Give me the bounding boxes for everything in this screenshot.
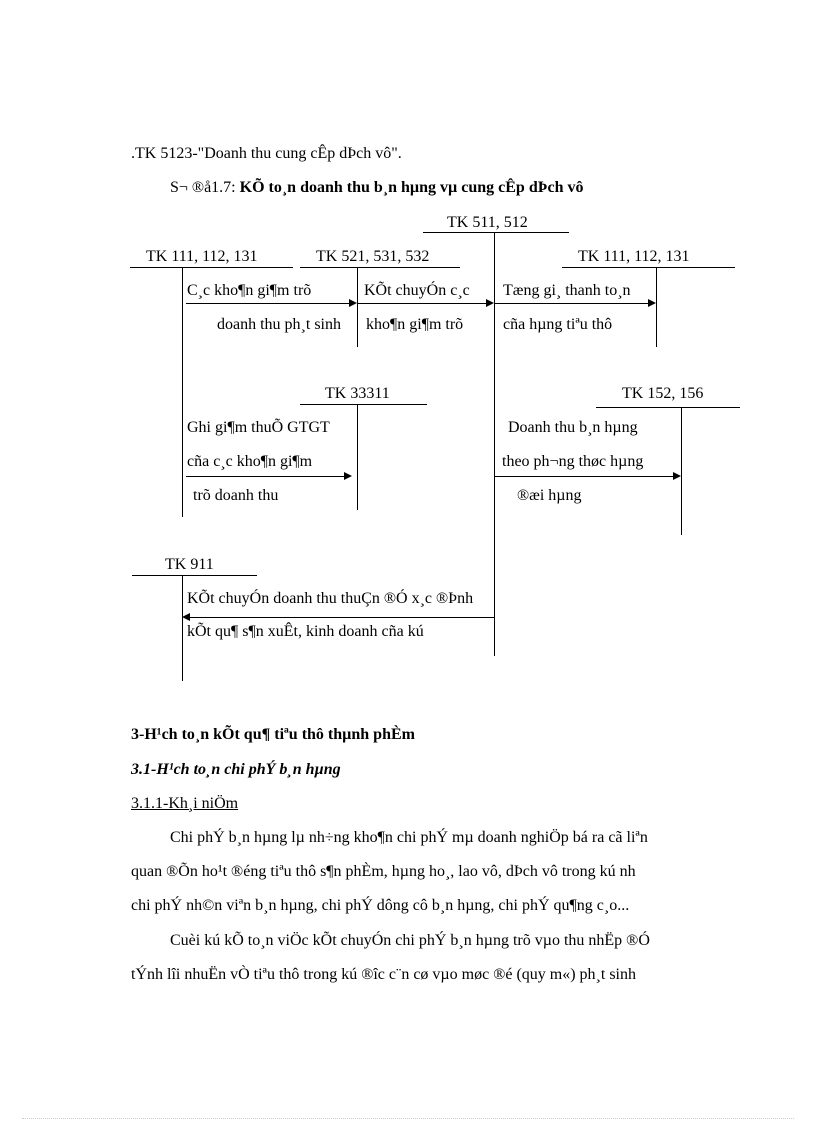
account-line-tk911 [132,575,257,576]
flow1-line [186,303,349,304]
account-line-tk111-left [130,267,293,268]
account-line-tk152 [596,407,740,408]
flow5-text-line2: theo ph¬ng thøc hµng [502,453,644,470]
account-label-tk111-right: TK 111, 112, 131 [578,248,690,265]
flow4-text-line2: cña c¸c kho¶n gi¶m [187,453,313,470]
account-line-tk33311 [300,404,427,405]
flow1-text-line1: C¸c kho¶n gi¶m trõ [187,282,312,299]
account-line-tk111-right [562,267,735,268]
account-label-tk111-left: TK 111, 112, 131 [146,248,258,265]
account-axis-tk111-left [182,267,183,517]
account-axis-tk511 [494,232,495,656]
account-axis-tk111-right [656,267,657,347]
flow5-text-line3: ®æi hµng [517,487,582,504]
flow1-text-line2: doanh thu ph¸t sinh [217,316,341,333]
account-label-tk911: TK 911 [165,556,214,573]
flow4-line [186,476,344,477]
flow2-text-line2: kho¶n gi¶m trõ [366,316,464,333]
flow3-text-line1: Tæng gi¸ thanh to¸n [503,282,631,299]
account-label-tk511: TK 511, 512 [447,214,528,231]
section-3-heading: 3-H¹ch to¸n kÕt qu¶ tiªu thô thµnh phÈm [131,726,415,743]
account-label-tk33311: TK 33311 [325,385,390,402]
flow3-line [495,303,648,304]
diagram-title [170,178,584,198]
flow4-arrowhead [344,472,352,480]
section-3-1-heading: 3.1-H¹ch to¸n chi phÝ b¸n hµng [131,761,341,778]
flow2-text-line1: KÕt chuyÓn c¸c [364,282,470,299]
flow5-line [495,476,673,477]
account-label-tk521: TK 521, 531, 532 [316,248,430,265]
flow3-text-line2: cña hµng tiªu thô [503,316,613,333]
flow6-line [190,617,494,618]
flow5-arrowhead [673,472,681,480]
account-axis-tk521 [357,267,358,347]
paragraph1-line3: chi phÝ nh©n viªn b¸n hµng, chi phÝ dông cô b¸n hµng, chi phÝ qu¶ng c¸o... [131,897,630,914]
account-axis-tk33311 [357,404,358,510]
page-bottom-border [22,1118,794,1119]
flow6-arrowhead [182,613,190,621]
account-label-tk152: TK 152, 156 [622,385,704,402]
account-axis-tk911 [182,575,183,681]
paragraph1-line1: Chi phÝ b¸n hµng lµ nh÷ng kho¶n chi phÝ mµ doanh nghiÖp bá ra cã liªn [170,829,648,846]
flow4-text-line3: trõ doanh thu [193,487,279,504]
paragraph1-line2: quan ®Õn ho¹t ®éng tiªu thô s¶n phÈm, hµng ho¸, lao vô, dÞch vô trong kú nh [131,863,636,880]
flow6-text-line2: kÕt qu¶ s¶n xuÊt, kinh doanh cña kú [187,623,424,640]
paragraph2-line2: tÝnh lîi nhuËn vÒ tiªu thô trong kú ®îc c¨n cø vµo møc ®é (quy m«) ph¸t sinh [131,966,636,983]
flow3-arrowhead [648,299,656,307]
flow5-text-line1: Doanh thu b¸n hµng [508,419,638,436]
flow2-line [358,303,486,304]
paragraph2-line1: Cuèi kú kÕ to¸n viÖc kÕt chuyÓn chi phÝ b¸n hµng trõ vµo thu nhËp ®Ó [170,932,650,949]
diagram-title-text: KÕ to¸n doanh thu b¸n hµng vµ cung cÊp dÞch vô [239,179,584,196]
diagram-title-prefix: S¬ ®å1.7: [170,179,240,196]
flow6-text-line1: KÕt chuyÓn doanh thu thuÇn ®Ó x¸c ®Þnh [187,590,474,607]
account-axis-tk152 [681,407,682,535]
account-line-tk511 [423,232,569,233]
flow4-text-line1: Ghi gi¶m thuÕ GTGT [187,419,330,436]
flow2-arrowhead [486,299,494,307]
intro-line: .TK 5123-"Doanh thu cung cÊp dÞch vô". [131,145,402,162]
flow1-arrowhead [349,299,357,307]
account-line-tk521 [300,267,460,268]
section-3-1-1-heading: 3.1.1-Kh¸i niÖm [131,795,239,812]
